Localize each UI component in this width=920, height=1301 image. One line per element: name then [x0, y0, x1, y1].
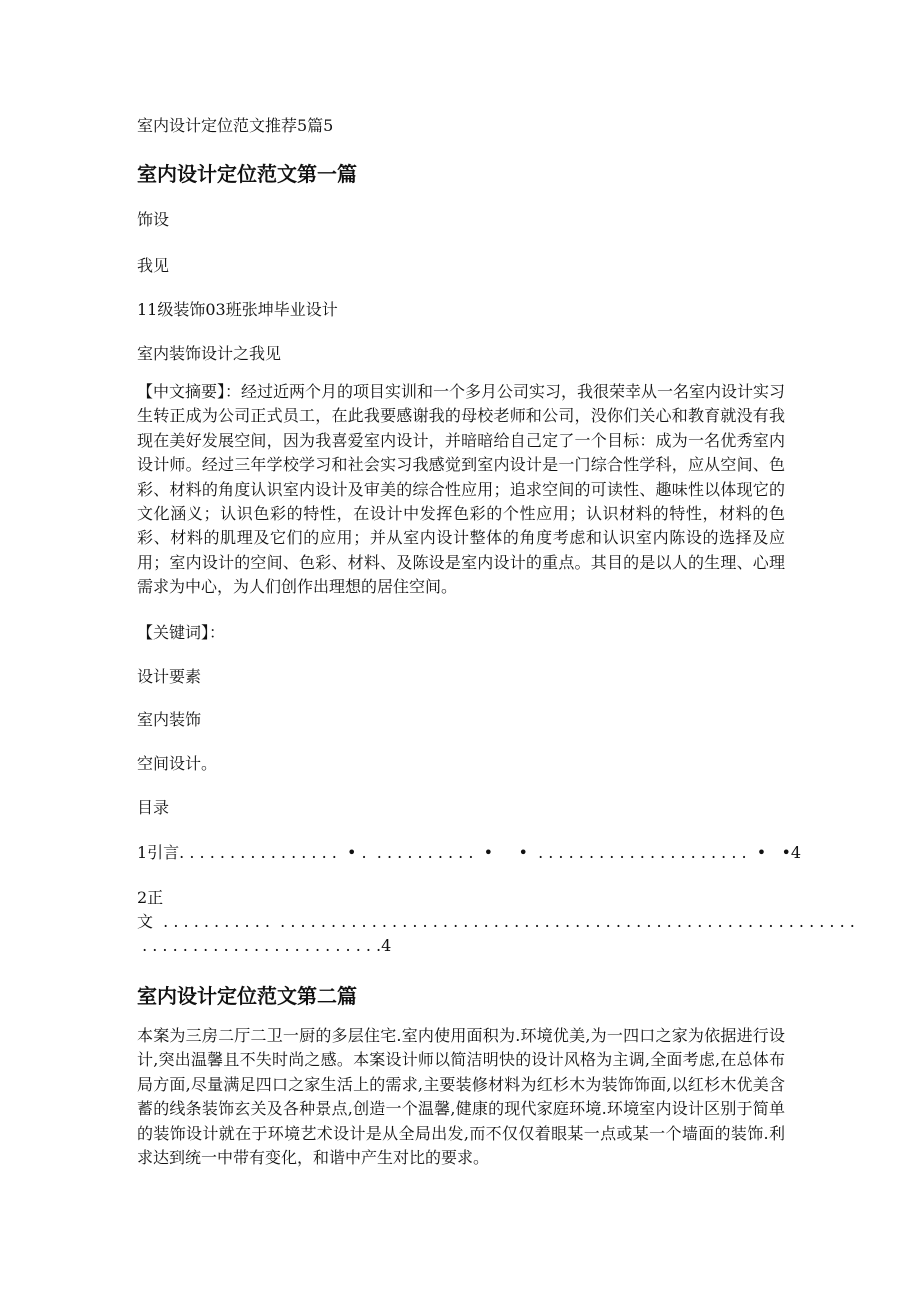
- keyword-item: 室内装饰: [137, 710, 202, 729]
- toc-entry: 1引言. . . . . . . . . . . . . . . . • . . . . . . . . . . . • • . . . . . . . . . . . . . . . . . . . . . • •4: [137, 843, 802, 862]
- text-line: 饰设: [137, 210, 170, 229]
- body-paragraph: 本案为三房二厅二卫一厨的多层住宅.室内使用面积为.环境优美,为一四口之家为依据进行设计,突出温馨且不失时尚之感。本案设计师以简洁明快的设计风格为主调,全面考虑,在总体布局方面,尽量满足四口之家生活上的需求,主要装修材料为红杉木为装饰饰面,以红杉木优美含蓄的线条装饰玄关及各种景点,创造一个温馨,健康的现代家庭环境.环境室内设计区别于简单的装饰设计就在于环境艺术设计是从全局出发,而不仅仅着眼某一点或某一个墙面的装饰.利求达到统一中带有变化，和谐中产生对比的要求。: [137, 1026, 785, 1168]
- document-title: 室内设计定位范文推荐5篇5: [137, 116, 334, 135]
- text-line: 我见: [137, 256, 170, 275]
- keyword-item: 空间设计。: [137, 754, 218, 773]
- toc-entry: 文 . . . . . . . . . . . . . . . . . . . . . . . . . . . . . . . . . . . . . . . . . . . . . . . . . . . . . . . . . . . . . . . . . . . .: [137, 912, 855, 931]
- section-heading-1: 室内设计定位范文第一篇: [137, 162, 357, 186]
- section-heading-2: 室内设计定位范文第二篇: [137, 984, 357, 1008]
- toc-title: 目录: [137, 798, 170, 817]
- abstract-paragraph: 【中文摘要】：经过近两个月的项目实训和一个多月公司实习，我很荣幸从一名室内设计实习生转正成为公司正式员工，在此我要感谢我的母校老师和公司，没你们关心和教育就没有我现在美好发展空间，因为我喜爱室内设计，并暗暗给自己定了一个目标：成为一名优秀室内设计师。经过三年学校学习和社会实习我感觉到室内设计是一门综合性学科，应从空间、色彩、材料的角度认识室内设计及审美的综合性应用；追求空间的可读性、趣味性以体现它的文化涵义；认识色彩的特性，在设计中发挥色彩的个性应用；认识材料的特性，材料的色彩、材料的肌理及它们的应用；并从室内设计整体的角度考虑和认识室内陈设的选择及应用；室内设计的空间、色彩、材料、及陈设是室内设计的重点。其目的是以人的生理、心理需求为中心，为人们创作出理想的居住空间。: [137, 382, 786, 597]
- keyword-item: 设计要素: [137, 667, 202, 686]
- keywords-label: 【关键词】：: [137, 623, 226, 642]
- text-line: 室内装饰设计之我见: [137, 344, 282, 363]
- text-line: 11级装饰03班张坤毕业设计: [137, 300, 338, 319]
- toc-entry: . . . . . . . . . . . . . . . . . . . . . . . .4: [137, 936, 392, 955]
- toc-entry: 2正: [137, 888, 164, 907]
